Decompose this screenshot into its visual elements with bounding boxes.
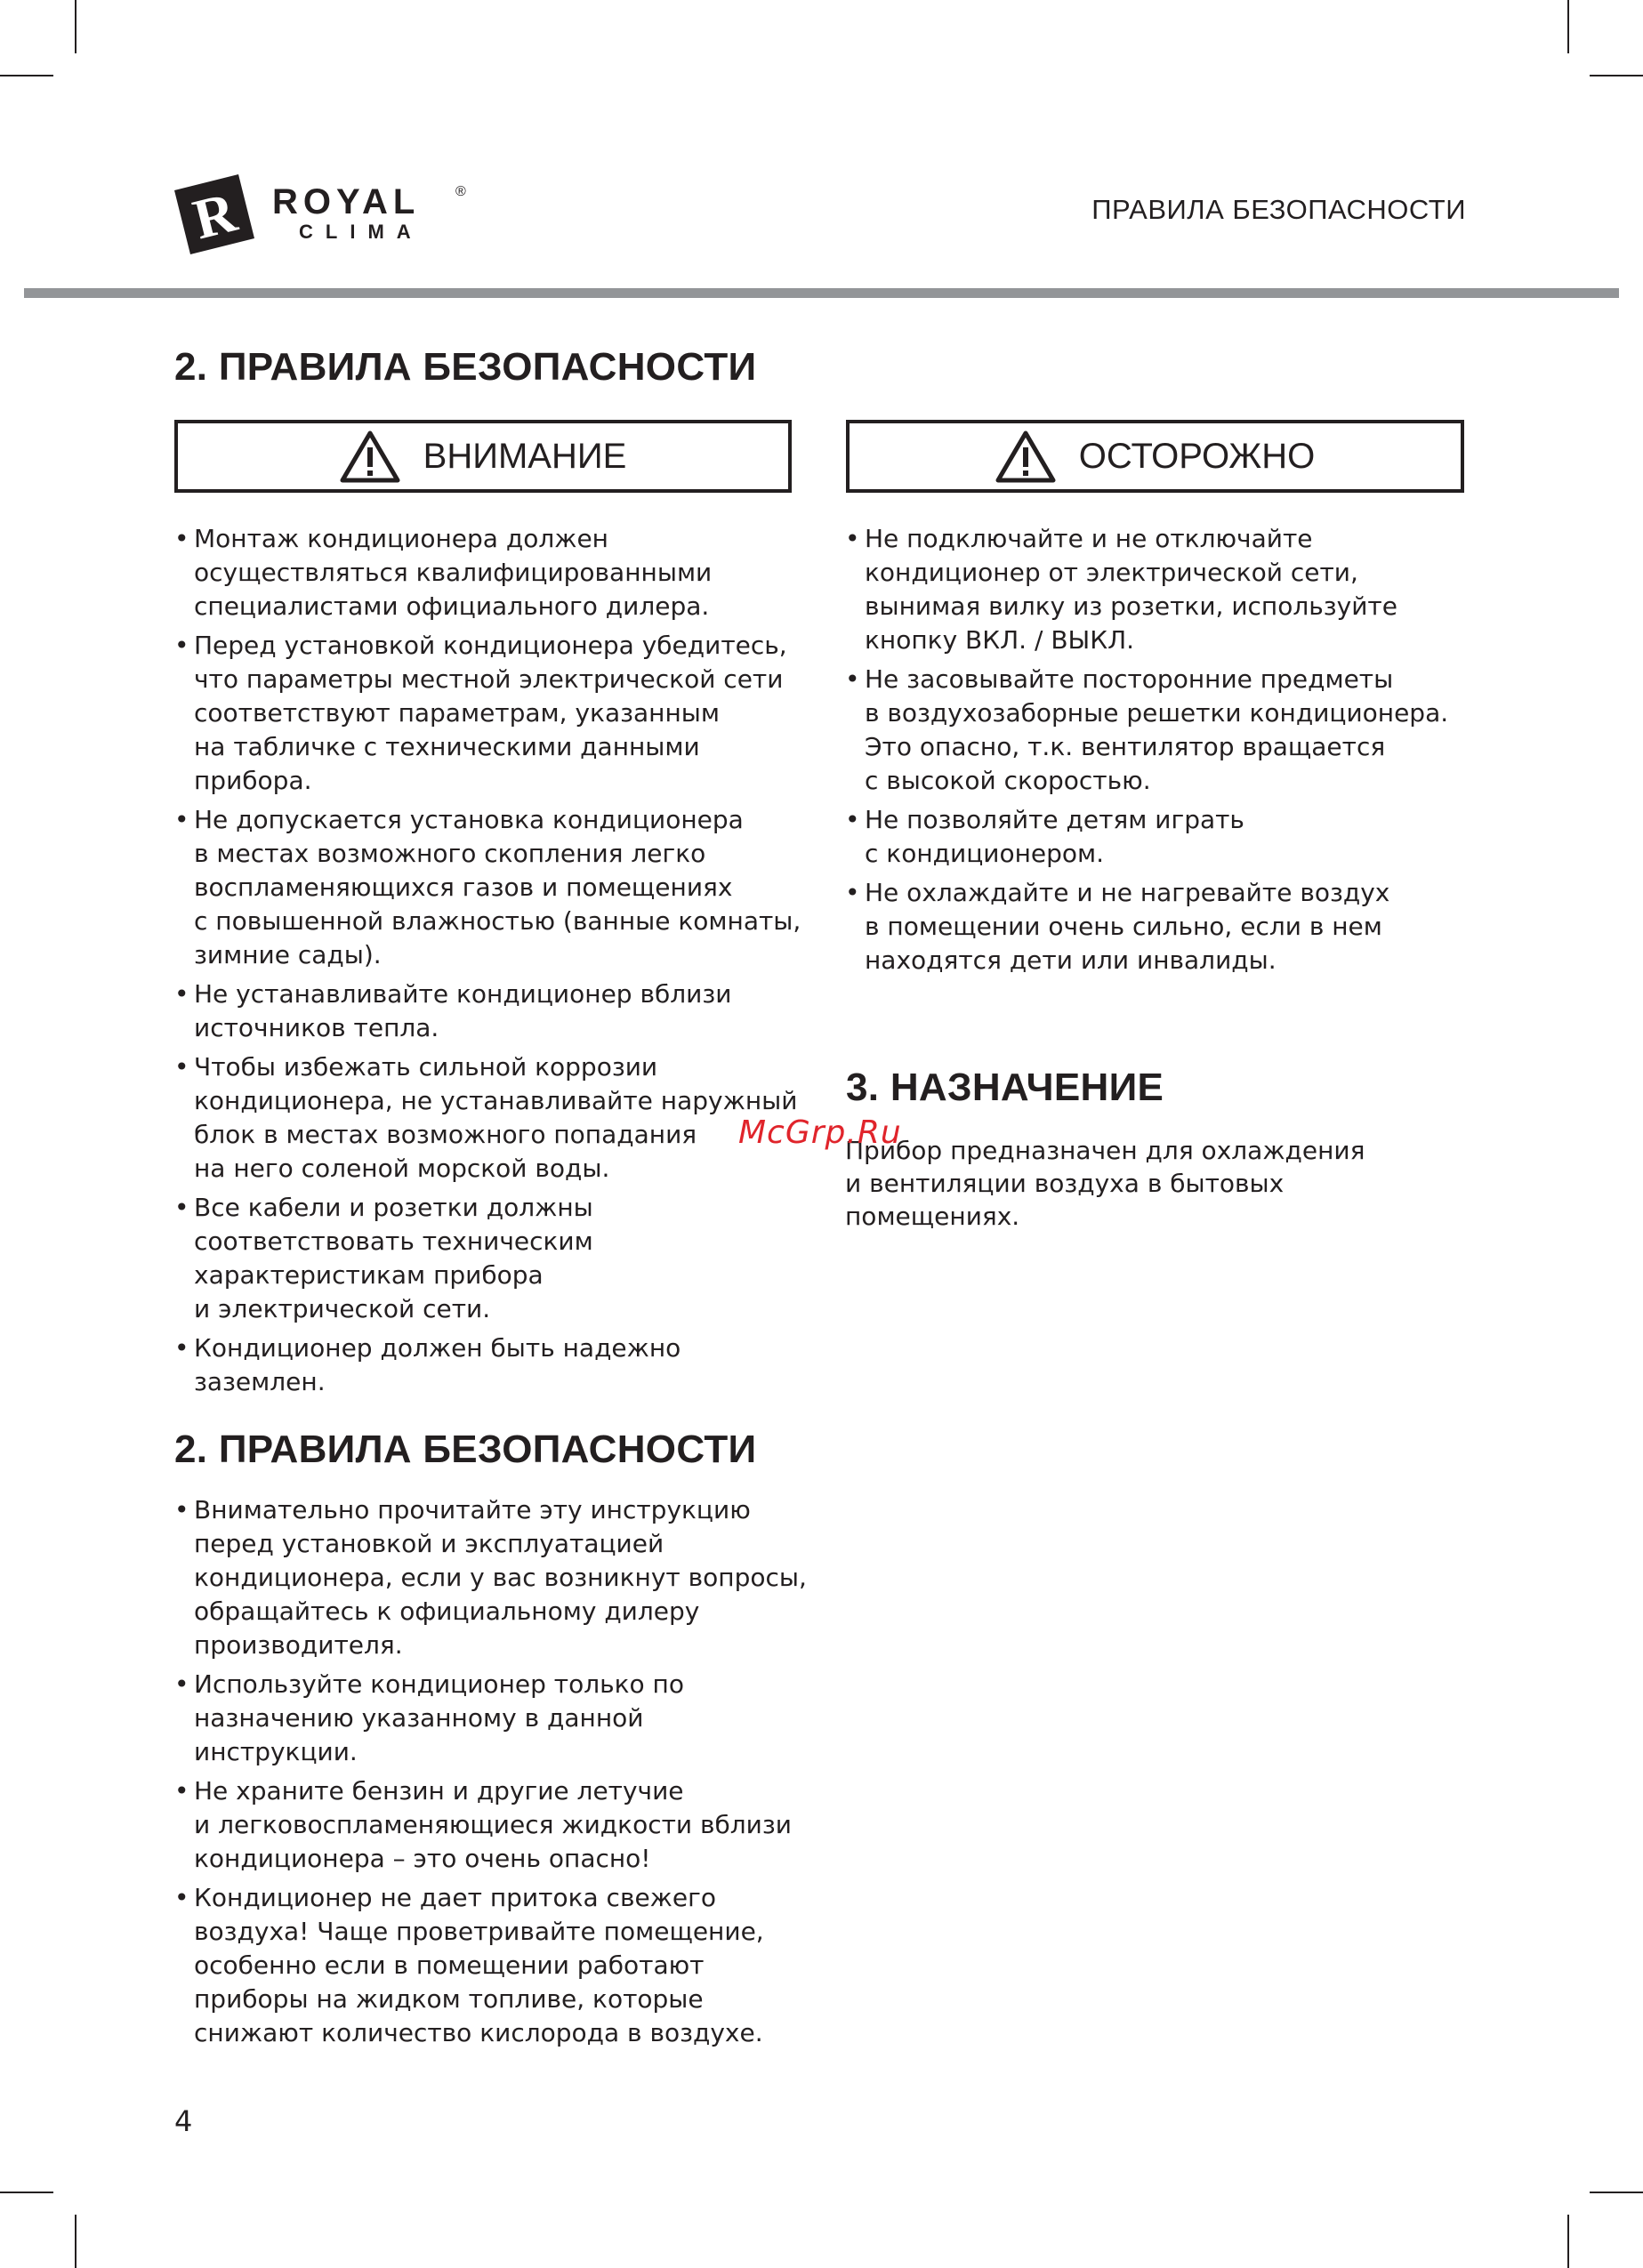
list-item	[174, 803, 815, 972]
brand-logo	[174, 174, 486, 254]
registered-mark: ®	[455, 184, 466, 199]
bullet: •	[174, 805, 189, 834]
list-item	[174, 1668, 815, 1769]
crop-mark	[1590, 75, 1643, 76]
bullet: •	[174, 1669, 189, 1699]
list-item	[174, 629, 815, 798]
list-item	[845, 522, 1486, 657]
warning-triangle-icon	[995, 430, 1056, 483]
logo-text-top: ROYAL	[272, 182, 421, 221]
crop-mark	[1590, 2192, 1643, 2193]
list-item-text: Не засовывайте посторонние предметы в воздухозаборные решетки кондиционера. Это опасно, т.к. вентилятор вращается с высокой скоростью.	[865, 664, 1449, 795]
list-item-text: Не храните бензин и другие летучие и легковоспламеняющиеся жидкости вблизи кондиционера – это очень опасно!	[194, 1776, 792, 1873]
section-heading-safety-general: 2. ПРАВИЛА БЕЗОПАСНОСТИ	[174, 1428, 757, 1471]
logo-letter: R	[187, 180, 243, 252]
header-divider	[24, 288, 1619, 298]
list-item	[845, 803, 1486, 871]
bullet: •	[845, 878, 860, 907]
list-item-text: Кондиционер должен быть надежно заземлен.	[194, 1333, 681, 1396]
bullet: •	[174, 1883, 189, 1912]
warning-triangle-icon	[340, 430, 400, 483]
crop-mark	[1567, 0, 1569, 53]
bullet: •	[174, 524, 189, 553]
list-item	[174, 977, 815, 1045]
logo-mark-icon	[174, 174, 486, 254]
bullet: •	[174, 1776, 189, 1806]
list-item-text: Чтобы избежать сильной коррозии кондиционера, не устанавливайте наружный блок в местах возможного попадания на него соленой морской воды.	[194, 1052, 798, 1183]
list-item	[174, 1493, 815, 1662]
bullet: •	[845, 664, 860, 694]
header-title: ПРАВИЛА БЕЗОПАСНОСТИ	[1091, 194, 1466, 225]
attention-list	[174, 522, 815, 1404]
list-item-text: Используйте кондиционер только по назначению указанному в данной инструкции.	[194, 1669, 684, 1766]
caution-label: ОСТОРОЖНО	[1078, 436, 1316, 476]
list-item	[174, 1191, 815, 1326]
list-item	[174, 1331, 815, 1399]
watermark: McGrp.Ru	[738, 1114, 902, 1151]
attention-box	[174, 420, 792, 493]
list-item	[174, 1881, 815, 2050]
bullet: •	[845, 524, 860, 553]
bullet: •	[174, 1333, 189, 1363]
attention-label: ВНИМАНИЕ	[423, 436, 627, 476]
bullet: •	[174, 1495, 189, 1524]
list-item	[174, 522, 815, 623]
general-safety-list	[174, 1493, 815, 2055]
list-item-text: Монтаж кондиционера должен осуществляться квалифицированными специалистами официального дилера.	[194, 524, 713, 621]
purpose-text: Прибор предназначен для охлаждения и вентиляции воздуха в бытовых помещениях.	[845, 1136, 1365, 1231]
list-item-text: Кондиционер не дает притока свежего воздуха! Чаще проветривайте помещение, особенно если в помещении работают приборы на жидком топливе, которые снижают количество кислорода в воздухе.	[194, 1883, 764, 2047]
crop-mark	[75, 0, 77, 53]
bullet: •	[174, 979, 189, 1009]
bullet: •	[845, 805, 860, 834]
bullet: •	[174, 631, 189, 660]
section-heading-safety: 2. ПРАВИЛА БЕЗОПАСНОСТИ	[174, 345, 757, 389]
list-item-text: Не подключайте и не отключайте кондиционер от электрической сети, вынимая вилку из розетки, используйте кнопку ВКЛ. / ВЫКЛ.	[865, 524, 1397, 655]
crop-mark	[75, 2215, 77, 2268]
list-item-text: Не устанавливайте кондиционер вблизи источников тепла.	[194, 979, 732, 1042]
list-item-text: Не позволяйте детям играть с кондиционером.	[865, 805, 1244, 868]
page-number: 4	[174, 2104, 193, 2138]
list-item-text: Перед установкой кондиционера убедитесь, что параметры местной электрической сети соответствуют параметрам, указанным на табличке с техническими данными прибора.	[194, 631, 787, 795]
list-item	[845, 663, 1486, 798]
caution-list	[845, 522, 1486, 983]
caution-box	[846, 420, 1464, 493]
crop-mark	[0, 75, 53, 76]
list-item-text: Все кабели и розетки должны соответствовать техническим характеристикам прибора и электрической сети.	[194, 1193, 593, 1323]
list-item-text: Не охлаждайте и не нагревайте воздух в помещении очень сильно, если в нем находятся дети или инвалиды.	[865, 878, 1390, 975]
bullet: •	[174, 1193, 189, 1222]
crop-mark	[1567, 2215, 1569, 2268]
list-item-text: Не допускается установка кондиционера в местах возможного скопления легко воспламеняющихся газов и помещениях с повышенной влажностью (ванные комнаты, зимние сады).	[194, 805, 801, 969]
list-item-text: Внимательно прочитайте эту инструкцию перед установкой и эксплуатацией кондиционера, если у вас возникнут вопросы, обращайтесь к официальному дилеру производителя.	[194, 1495, 807, 1660]
list-item	[174, 1774, 815, 1876]
section-heading-purpose: 3. НАЗНАЧЕНИЕ	[846, 1066, 1164, 1109]
list-item	[845, 876, 1486, 977]
bullet: •	[174, 1052, 189, 1082]
list-item	[174, 1050, 815, 1186]
crop-mark	[0, 2192, 53, 2193]
logo-text-bottom: CLIMA	[299, 221, 423, 243]
